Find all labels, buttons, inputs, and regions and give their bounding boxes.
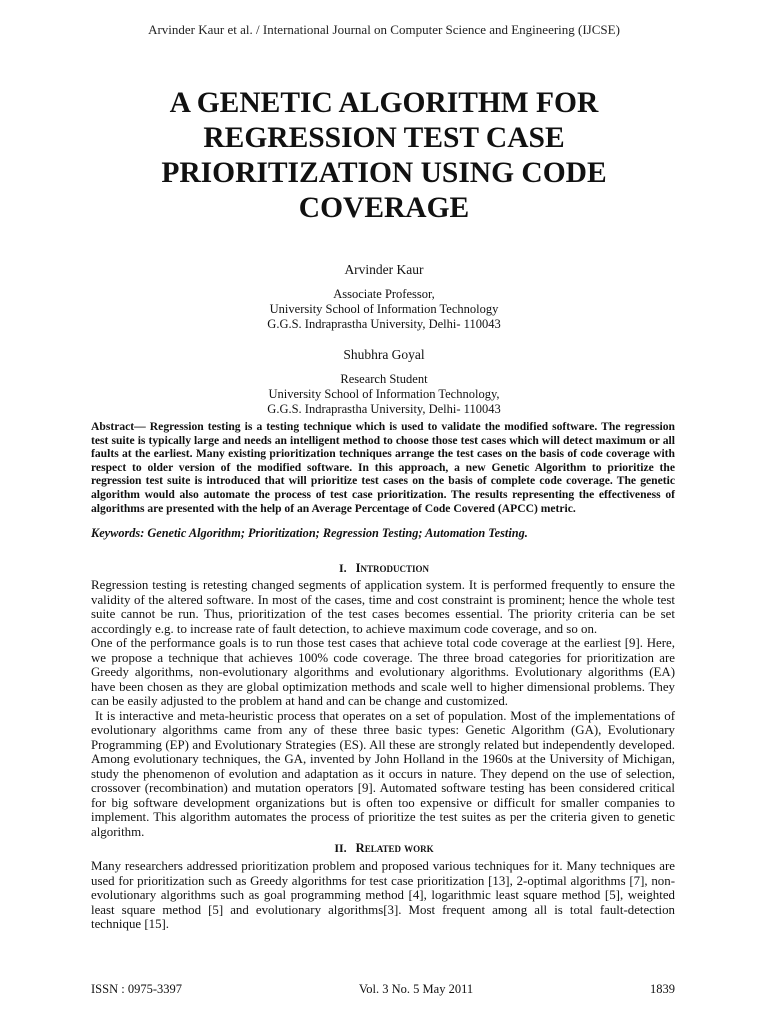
footer-issn: ISSN : 0975-3397: [91, 982, 182, 996]
page-footer: [91, 982, 675, 997]
author-block: [0, 347, 768, 417]
paragraph: It is interactive and meta-heuristic process that operates on a set of population. Most of the implementations of evolutionary algorithms came from any of these three basic types: Genetic Algorithm (GA), Evolutionary Programming (EP) and Evolutionary Strategies (ES). All these are strongly related but independently developed. Among evolutionary techniques, the GA, invented by John Holland in the 1960s at the University of Michigan, study the phenomenon of evolution and adaptation as it occurs in nature. They depend on the use of selection, crossover (recombination) and mutation operators [9]. Automated software testing has been considered critical for big software development organizations but is often too expensive or difficult for smaller companies to implement. This algorithm automates the process of prioritize the test suites as per the criteria given to genetic algorithm.: [91, 708, 675, 839]
author-affiliation-line: Research Student: [340, 372, 428, 386]
author-name: Shubhra Goyal: [343, 347, 425, 362]
title-line: PRIORITIZATION USING CODE: [161, 157, 607, 189]
author-name: Arvinder Kaur: [344, 262, 424, 277]
footer-page-number: 1839: [649, 982, 675, 996]
author-affiliation-line: University School of Information Technology,: [268, 387, 500, 401]
author-affiliation-line: Associate Professor,: [333, 287, 435, 301]
author-block: [0, 262, 768, 332]
author-affiliation-line: G.G.S. Indraprastha University, Delhi- 110043: [267, 402, 501, 416]
abstract: Abstract— Regression testing is a testing technique which is used to validate the modified software. The regression test suite is typically large and needs an intelligent method to choose those test cases which will detect maximum or all faults at the earliest. Many existing prioritization techniques arrange the test cases on the basis of code coverage with respect to older version of the modified software. In this approach, a new Genetic Algorithm to prioritize the regression test suite is introduced that will prioritize test cases on the basis of complete code coverage. The genetic algorithm would also automate the process of test case prioritization. The results representing the effectiveness of algorithms are presented with the help of an Average Percentage of Code Covered (APCC) metric.: [91, 420, 675, 515]
paragraph: One of the performance goals is to run those test cases that achieve total code coverage at the earliest [9]. Here, we propose a technique that achieves 100% code coverage. The three broad categories for prioritization are Greedy algorithms, non-evolutionary algorithms and evolutionary algorithms. Evolutionary algorithms (EA) have been chosen as they are global optimization methods and scale well to higher dimensional problems. They can be easily adjusted to the problem at hand and can be change and customized.: [91, 636, 675, 708]
paragraph: Many researchers addressed prioritization problem and proposed various techniques for it. Many techniques are used for prioritization such as Greedy algorithms for test case prioritization [13], 2-optimal algorithms [7], non-evolutionary algorithms such as goal programming method [4], logarithmic least square method [5], weighted least square method [5] and evolutionary algorithms[3]. Most frequent among all is total fault-detection technique [15].: [91, 859, 675, 931]
paragraph: Regression testing is retesting changed segments of application system. It is performed frequently to ensure the validity of the altered software. In most of the cases, time and cost constraint is prominent; hence the whole test suite cannot be run. Thus, prioritization of the test cases becomes essential. The priority criteria can be set accordingly e.g. to increase rate of fault detection, to achieve maximum code coverage, and so on.: [91, 578, 675, 636]
section-title: Introduction: [355, 561, 430, 575]
author-affiliation-line: G.G.S. Indraprastha University, Delhi- 110043: [267, 317, 501, 331]
title-line: A GENETIC ALGORITHM FOR: [169, 87, 599, 119]
section-number: I.: [338, 561, 347, 575]
section-title: Related work: [355, 841, 434, 855]
author-affiliation-line: University School of Information Technology: [269, 302, 499, 316]
keywords: Keywords: Genetic Algorithm; Prioritization; Regression Testing; Automation Testing.: [91, 526, 528, 540]
running-head: Arvinder Kaur et al. / International Journal on Computer Science and Engineering (IJCSE): [148, 22, 620, 37]
footer-volume: Vol. 3 No. 5 May 2011: [358, 982, 474, 996]
paper-title: [100, 86, 668, 226]
section-body-introduction: [91, 578, 675, 839]
section-heading-related-work: [0, 841, 768, 856]
title-line: COVERAGE: [298, 192, 470, 224]
title-line: REGRESSION TEST CASE: [203, 122, 565, 154]
section-body-related-work: [91, 859, 675, 932]
section-number: II.: [334, 841, 347, 855]
section-heading-introduction: [0, 561, 768, 576]
